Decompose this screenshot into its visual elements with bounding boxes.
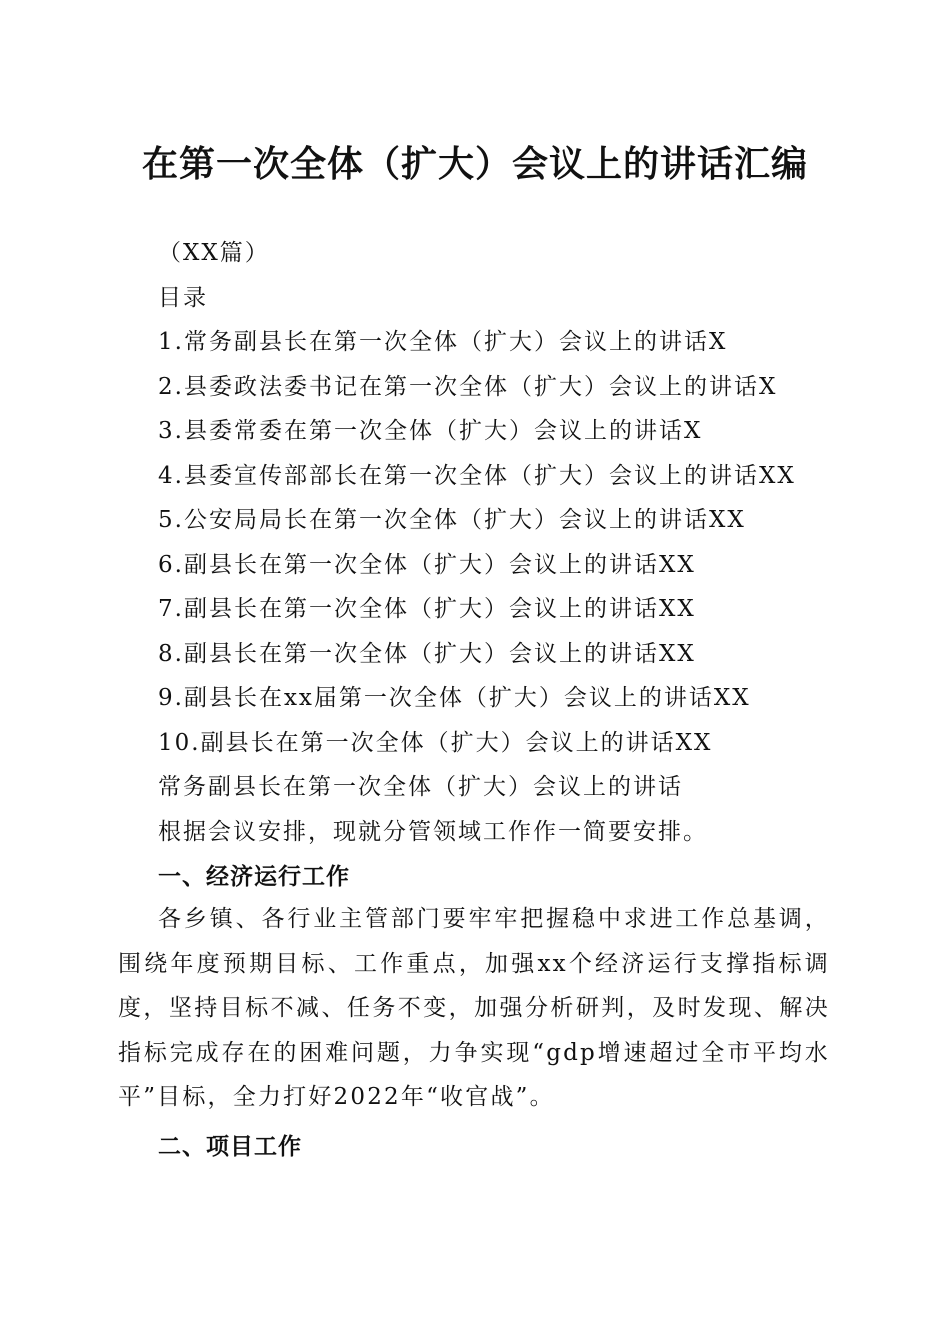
toc-item-7: 7.副县长在第一次全体（扩大）会议上的讲话XX	[158, 596, 696, 622]
section-1-heading: 一、经济运行工作	[158, 864, 350, 890]
subtitle: （XX篇）	[158, 240, 270, 266]
toc-item-8: 8.副县长在第一次全体（扩大）会议上的讲话XX	[158, 641, 696, 667]
toc-item-9: 9.副县长在xx届第一次全体（扩大）会议上的讲话XX	[158, 685, 751, 711]
section-1-body: 各乡镇、各行业主管部门要牢牢把握稳中求进工作总基调，围绕年度预期目标、工作重点，加强xx个经济运行支撑指标调度，坚持目标不减、任务不变，加强分析研判，及时发现、解决指标完成存在的困难问题，力争实现“gdp增速超过全市平均水平”目标，全力打好2022年“收官战”。	[118, 906, 830, 1110]
document-title: 在第一次全体（扩大）会议上的讲话汇编	[141, 144, 808, 185]
toc-item-5: 5.公安局局长在第一次全体（扩大）会议上的讲话XX	[158, 507, 746, 533]
section-2-heading: 二、项目工作	[158, 1134, 302, 1160]
speech-title: 常务副县长在第一次全体（扩大）会议上的讲话	[158, 774, 683, 800]
toc-item-2: 2.县委政法委书记在第一次全体（扩大）会议上的讲话X	[158, 374, 778, 400]
toc-item-10: 10.副县长在第一次全体（扩大）会议上的讲话XX	[158, 730, 713, 756]
toc-label: 目录	[158, 285, 208, 311]
intro-text: 根据会议安排，现就分管领域工作作一简要安排。	[158, 819, 708, 845]
toc-item-4: 4.县委宣传部部长在第一次全体（扩大）会议上的讲话XX	[158, 463, 796, 489]
toc-item-3: 3.县委常委在第一次全体（扩大）会议上的讲话X	[158, 418, 703, 444]
toc-item-1: 1.常务副县长在第一次全体（扩大）会议上的讲话X	[158, 329, 728, 355]
toc-item-6: 6.副县长在第一次全体（扩大）会议上的讲话XX	[158, 552, 696, 578]
